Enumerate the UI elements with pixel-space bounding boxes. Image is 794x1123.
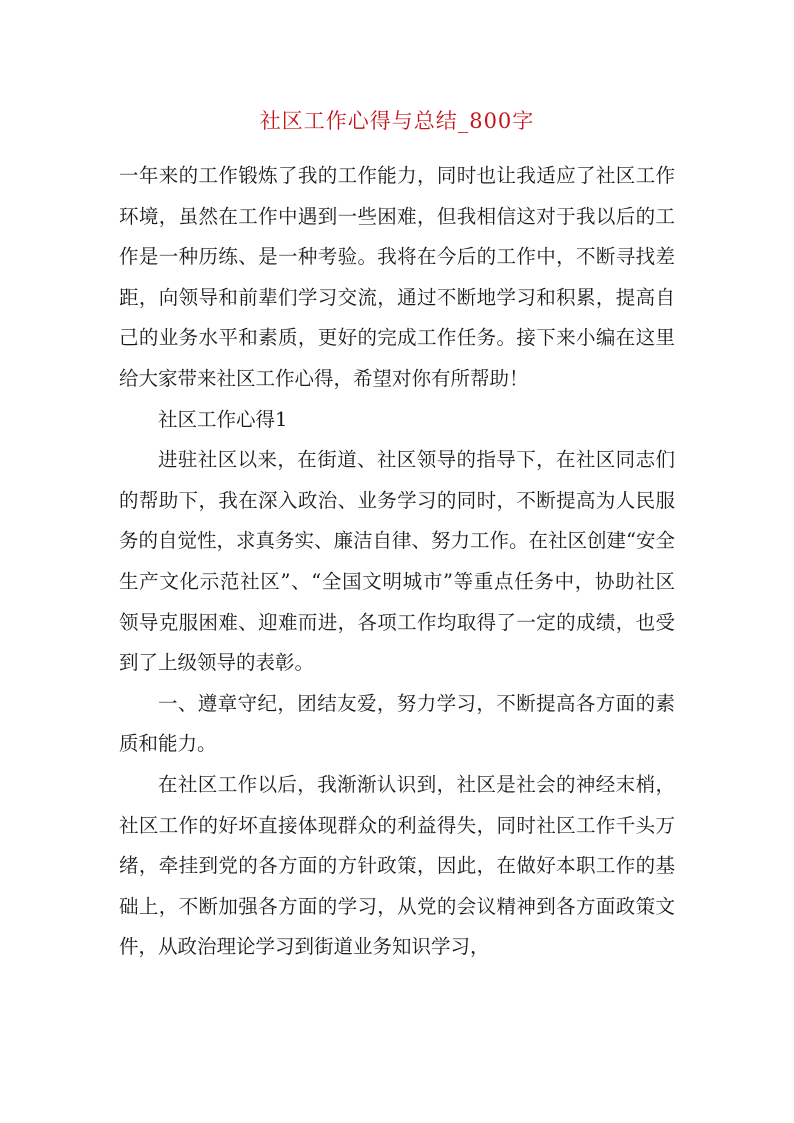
body-paragraph: 进驻社区以来，在街道、社区领导的指导下，在社区同志们的帮助下，我在深入政治、业务学习的同时，不断提高为人民服务的自觉性，求真务实、廉洁自律、努力工作。在社区创建“安全生产文化示范社区”、“全国文明城市”等重点任务中，协助社区领导克服困难、迎难而进，各项工作均取得了一定的成绩，也受到了上级领导的表彰。 <box>119 448 675 675</box>
document-body <box>119 156 675 968</box>
document-title: 社区工作心得与总结_800字 <box>259 109 535 133</box>
intro-paragraph: 一年来的工作锻炼了我的工作能力，同时也让我适应了社区工作环境，虽然在工作中遇到一些困难，但我相信这对于我以后的工作是一种历练、是一种考验。我将在今后的工作中，不断寻找差距，向领导和前辈们学习交流，通过不断地学习和积累，提高自己的业务水平和素质，更好的完成工作任务。接下来小编在这里给大家带来社区工作心得，希望对你有所帮助！ <box>119 164 675 390</box>
subsection-heading: 一、遵章守纪，团结友爱，努力学习，不断提高各方面的素质和能力。 <box>119 691 675 756</box>
body-paragraph: 在社区工作以后，我渐渐认识到，社区是社会的神经末梢，社区工作的好坏直接体现群众的利益得失，同时社区工作千头万绪，牵挂到党的各方面的方针政策，因此，在做好本职工作的基础上，不断加强各方面的学习，从党的会议精神到各方面政策文件，从政治理论学习到街道业务知识学习， <box>119 772 675 959</box>
section-heading: 社区工作心得1 <box>158 407 288 431</box>
